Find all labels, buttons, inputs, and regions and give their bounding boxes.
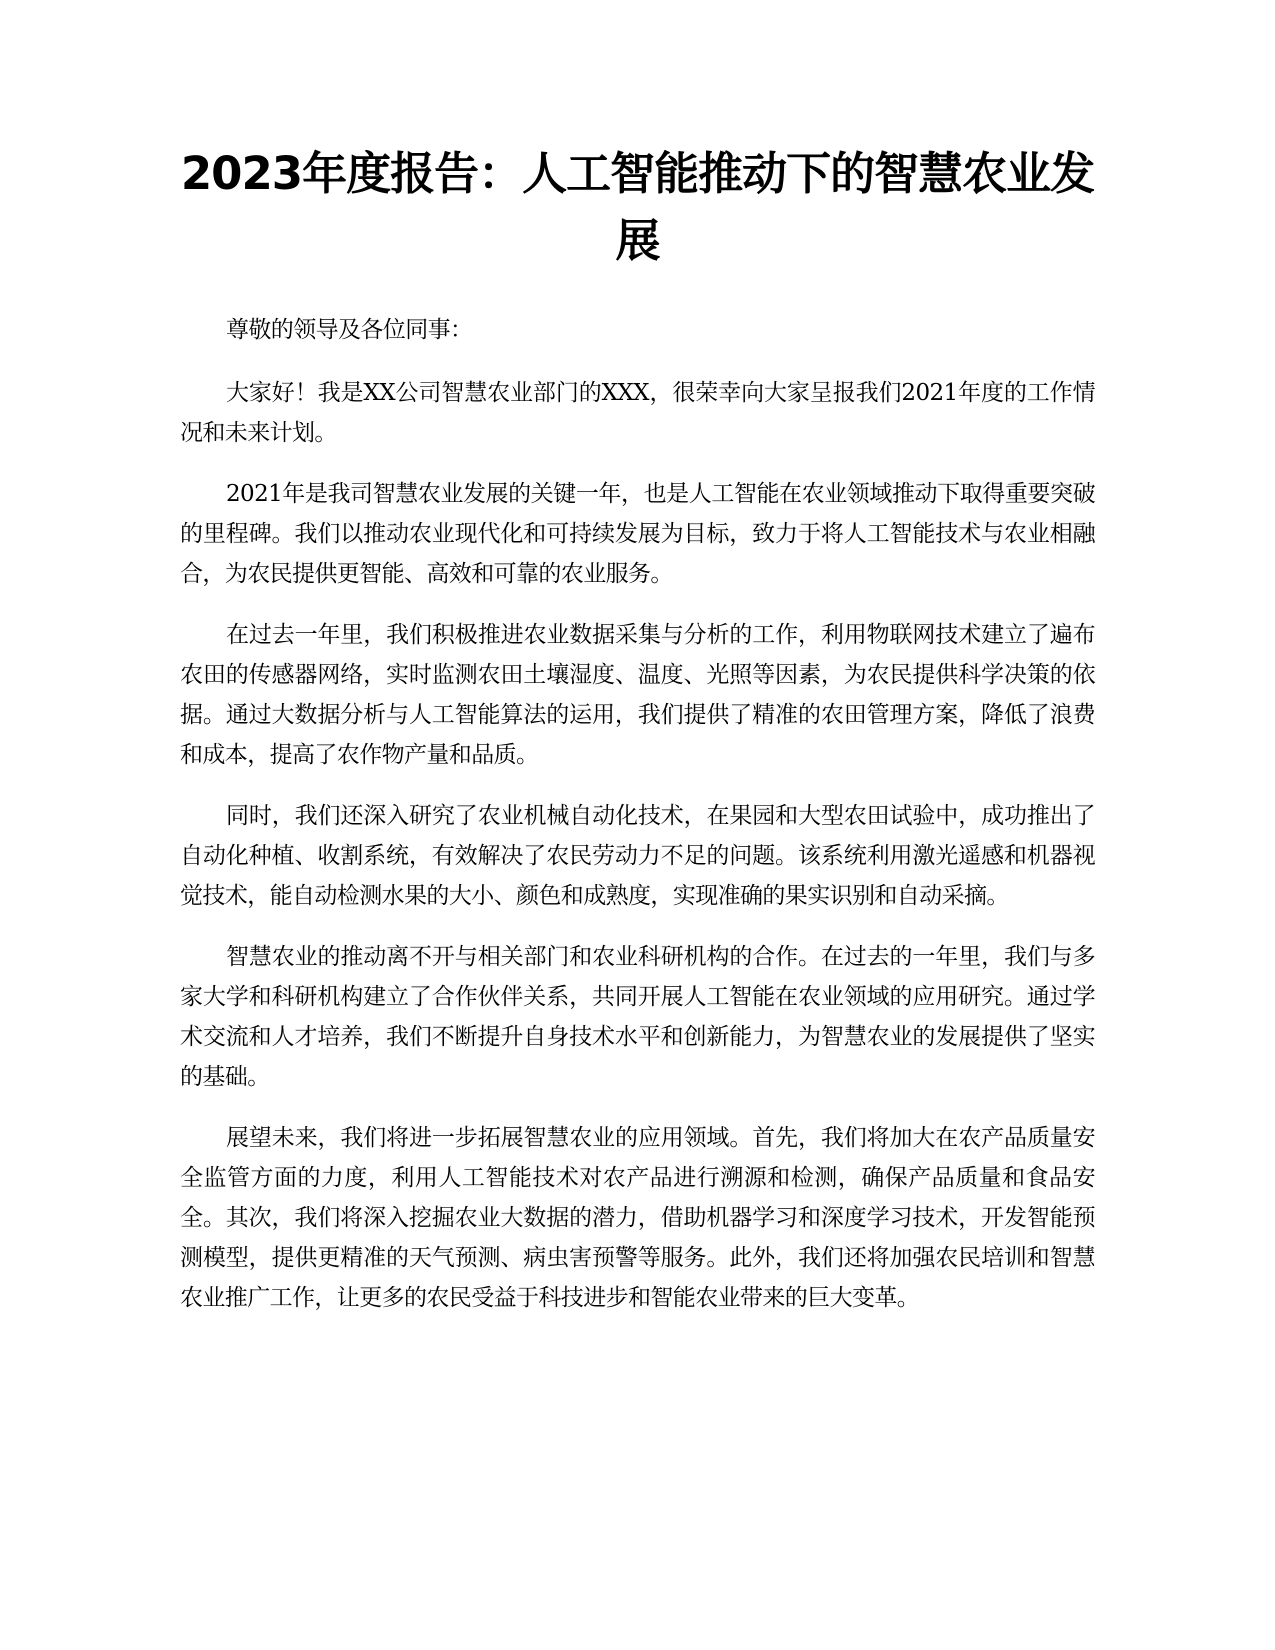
overview-paragraph: 2021年是我司智慧农业发展的关键一年，也是人工智能在农业领域推动下取得重要突破的里程碑。我们以推动农业现代化和可持续发展为目标，致力于将人工智能技术与农业相融合，为农民提供更智能、高效和可靠的农业服务。	[180, 481, 1095, 587]
salutation-paragraph: 尊敬的领导及各位同事：	[226, 317, 473, 343]
automation-paragraph: 同时，我们还深入研究了农业机械自动化技术，在果园和大型农田试验中，成功推出了自动化种植、收割系统，有效解决了农民劳动力不足的问题。该系统利用激光遥感和机器视觉技术，能自动检测水果的大小、颜色和成熟度，实现准确的果实识别和自动采摘。	[180, 803, 1095, 909]
document-title: 2023年度报告：人工智能推动下的智慧农业发展	[180, 147, 1095, 267]
greeting-paragraph: 大家好！我是XX公司智慧农业部门的XXX，很荣幸向大家呈报我们2021年度的工作情况和未来计划。	[180, 380, 1095, 446]
document-body	[180, 310, 1095, 1339]
data-collection-paragraph: 在过去一年里，我们积极推进农业数据采集与分析的工作，利用物联网技术建立了遍布农田的传感器网络，实时监测农田土壤湿度、温度、光照等因素，为农民提供科学决策的依据。通过大数据分析与人工智能算法的运用，我们提供了精准的农田管理方案，降低了浪费和成本，提高了农作物产量和品质。	[180, 622, 1095, 768]
cooperation-paragraph: 智慧农业的推动离不开与相关部门和农业科研机构的合作。在过去的一年里，我们与多家大学和科研机构建立了合作伙伴关系，共同开展人工智能在农业领域的应用研究。通过学术交流和人才培养，我们不断提升自身技术水平和创新能力，为智慧农业的发展提供了坚实的基础。	[180, 944, 1095, 1090]
outlook-paragraph: 展望未来，我们将进一步拓展智慧农业的应用领域。首先，我们将加大在农产品质量安全监管方面的力度，利用人工智能技术对农产品进行溯源和检测，确保产品质量和食品安全。其次，我们将深入挖掘农业大数据的潜力，借助机器学习和深度学习技术，开发智能预测模型，提供更精准的天气预测、病虫害预警等服务。此外，我们还将加强农民培训和智慧农业推广工作，让更多的农民受益于科技进步和智能农业带来的巨大变革。	[180, 1125, 1095, 1311]
